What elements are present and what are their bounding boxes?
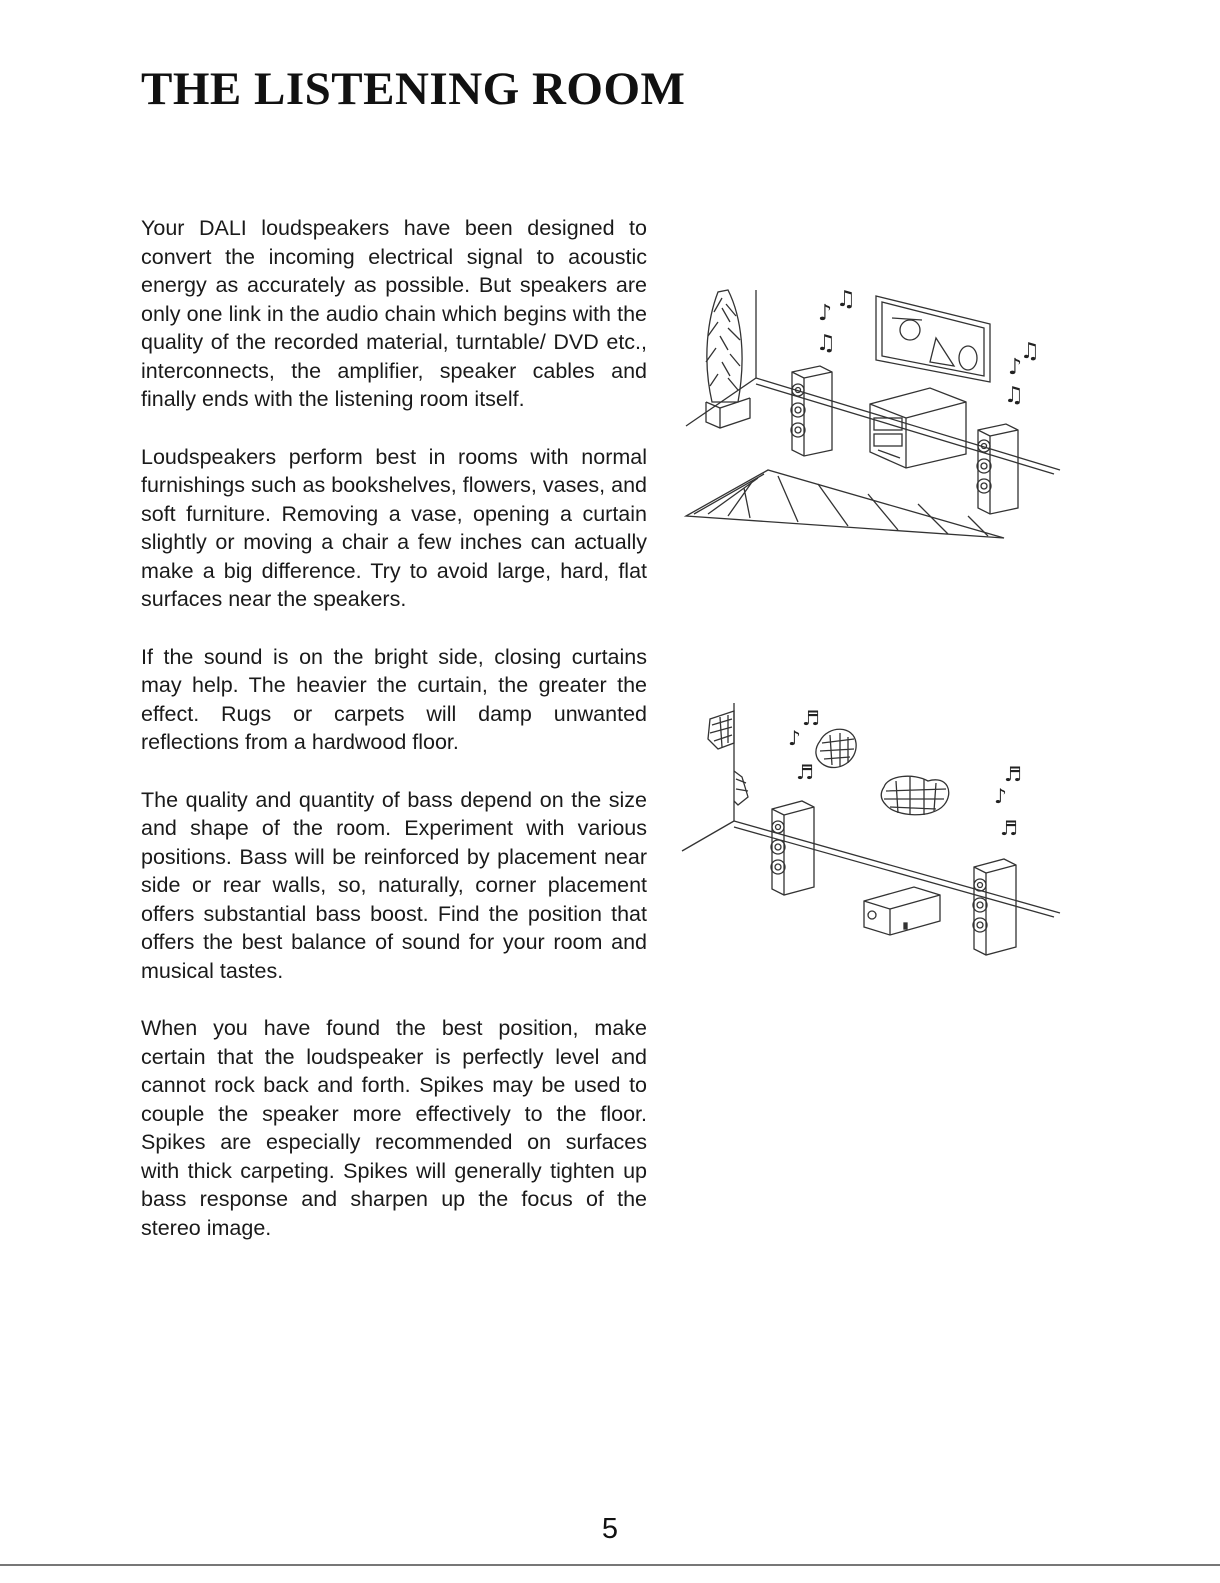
picture-frame-icon [876, 296, 990, 382]
speaker-icon [977, 424, 1018, 514]
svg-text:♬: ♬ [1004, 762, 1022, 786]
music-note-icon [816, 287, 1040, 408]
brick-wall-icon [708, 711, 949, 815]
music-note-icon [788, 706, 1022, 840]
paragraph-furnishings: Loudspeakers perform best in rooms with normal furnishings such as bookshelves, flowers, vases, and soft furniture. Removing a vase, opening a curtain slightly or moving a chair a few inches can actually make a big difference. Try to avoid large, hard, flat surfaces near the speakers. [141, 444, 647, 611]
svg-text:♫: ♫ [1004, 383, 1024, 408]
svg-text:♪: ♪ [788, 726, 801, 750]
speaker-icon [791, 366, 832, 456]
svg-text:♫: ♫ [816, 331, 836, 356]
svg-text:♪: ♪ [994, 784, 1007, 808]
paragraph-spikes: When you have found the best position, make certain that the loudspeaker is perfectly level and cannot rock back and forth. Spikes may be used to couple the speaker more effectively to the floor. Spikes are especially recommended on surfaces with thick carpeting. Spikes will generally tighten up bass response and sharpen up the focus of the stereo image. [141, 1016, 647, 1240]
svg-text:♪: ♪ [1008, 355, 1023, 380]
page-title: THE LISTENING ROOM [141, 63, 686, 115]
room-outline [686, 290, 1060, 474]
rug-icon [686, 470, 1004, 538]
svg-text:♫: ♫ [836, 287, 856, 312]
stereo-icon [870, 388, 966, 468]
bottom-divider [0, 1564, 1220, 1566]
paragraph-curtains: If the sound is on the bright side, closing curtains may help. The heavier the curtain, the greater the effect. Rugs or carpets will damp unwanted reflections from a hardwood floor. [141, 644, 647, 754]
svg-text:♬: ♬ [802, 706, 820, 730]
svg-text:♫: ♫ [1020, 339, 1040, 364]
svg-text:♬: ♬ [796, 760, 814, 784]
page-number: 5 [601, 1513, 619, 1545]
room-outline [682, 703, 1060, 917]
bass-placement-illustration [678, 695, 1068, 965]
amplifier-icon [864, 887, 940, 935]
body-text [141, 214, 647, 1271]
svg-text:♪: ♪ [818, 301, 833, 326]
svg-text:♬: ♬ [1000, 816, 1018, 840]
paragraph-bass: The quality and quantity of bass depend on the size and shape of the room. Experiment with various positions. Bass will be reinforced by placement near side or rear walls, so, naturally, corner placement offers substantial bass boost. Find the position that offers the best balance of sound for your room and musical tastes. [141, 787, 647, 983]
listening-room-illustration [678, 278, 1068, 548]
speaker-icon [973, 859, 1016, 955]
paragraph-intro: Your DALI loudspeakers have been designed to convert the incoming electrical signal to acoustic energy as accurately as possible. But speakers are only one link in the audio chain which begins with the quality of the recorded material, turntable/ DVD etc., interconnects, the amplifier, speaker cables and finally ends with the listening room itself. [141, 216, 647, 411]
